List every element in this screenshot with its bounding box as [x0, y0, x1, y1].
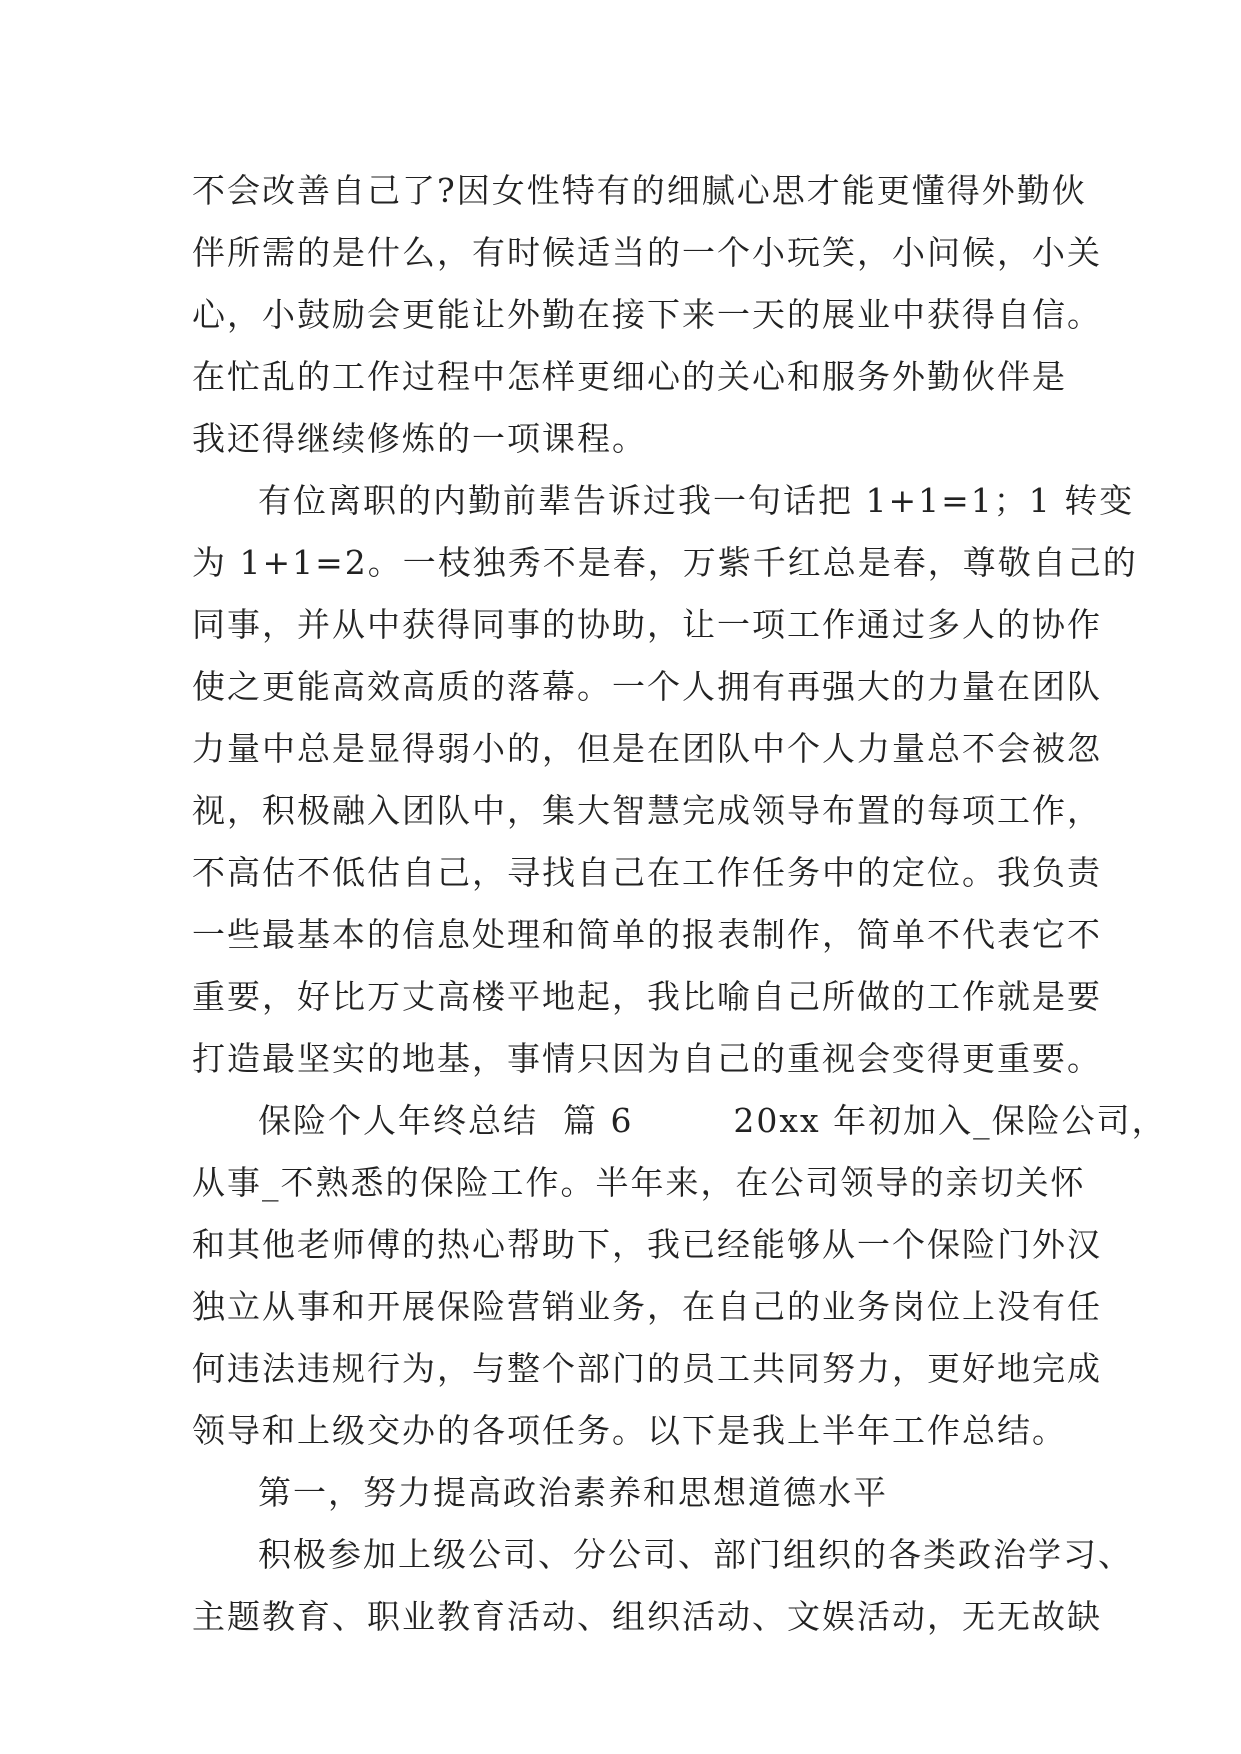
text-line: 有位离职的内勤前辈告诉过我一句话把 1+1=1；1 转变: [258, 481, 1135, 520]
text-line: 一些最基本的信息处理和简单的报表制作，简单不代表它不: [192, 915, 1102, 954]
text-line: 打造最坚实的地基，事情只因为自己的重视会变得更重要。: [192, 1039, 1102, 1078]
subheading-line: 第一，努力提高政治素养和思想道德水平: [258, 1473, 888, 1512]
document-body: [192, 160, 1167, 1648]
text-line: 重要，好比万丈高楼平地起，我比喻自己所做的工作就是要: [192, 977, 1102, 1016]
text-line: 使之更能高效高质的落幕。一个人拥有再强大的力量在团队: [192, 667, 1102, 706]
text-line: 从事_不熟悉的保险工作。半年来，在公司领导的亲切关怀: [192, 1163, 1086, 1202]
text-line: 领导和上级交办的各项任务。以下是我上半年工作总结。: [192, 1411, 1067, 1450]
text-line: 我还得继续修炼的一项课程。: [192, 419, 647, 458]
text-line: 在忙乱的工作过程中怎样更细心的关心和服务外勤伙伴是: [192, 357, 1067, 396]
text-line: 主题教育、职业教育活动、组织活动、文娱活动，无无故缺: [192, 1597, 1102, 1636]
text-line: 视，积极融入团队中，集大智慧完成领导布置的每项工作，: [192, 791, 1102, 830]
text-line: 不高估不低估自己，寻找自己在工作任务中的定位。我负责: [192, 853, 1102, 892]
text-line: 同事，并从中获得同事的协助，让一项工作通过多人的协作: [192, 605, 1102, 644]
text-line: 力量中总是显得弱小的，但是在团队中个人力量总不会被忽: [192, 729, 1102, 768]
text-line: 不会改善自己了?因女性特有的细腻心思才能更懂得外勤伙: [192, 171, 1087, 210]
text-line: 和其他老师傅的热心帮助下，我已经能够从一个保险门外汉: [192, 1225, 1102, 1264]
text-line: 积极参加上级公司、分公司、部门组织的各类政治学习、: [258, 1535, 1133, 1574]
text-line: 何违法违规行为，与整个部门的员工共同努力，更好地完成: [192, 1349, 1102, 1388]
section-heading-line: 保险个人年终总结 篇 6 20xx 年初加入_保险公司，: [258, 1101, 1167, 1140]
text-line: 为 1+1=2。一枝独秀不是春，万紫千红总是春，尊敬自己的: [192, 543, 1138, 582]
text-line: 伴所需的是什么，有时候适当的一个小玩笑，小问候，小关: [192, 233, 1102, 272]
text-line: 心，小鼓励会更能让外勤在接下来一天的展业中获得自信。: [192, 295, 1102, 334]
text-line: 独立从事和开展保险营销业务，在自己的业务岗位上没有任: [192, 1287, 1102, 1326]
